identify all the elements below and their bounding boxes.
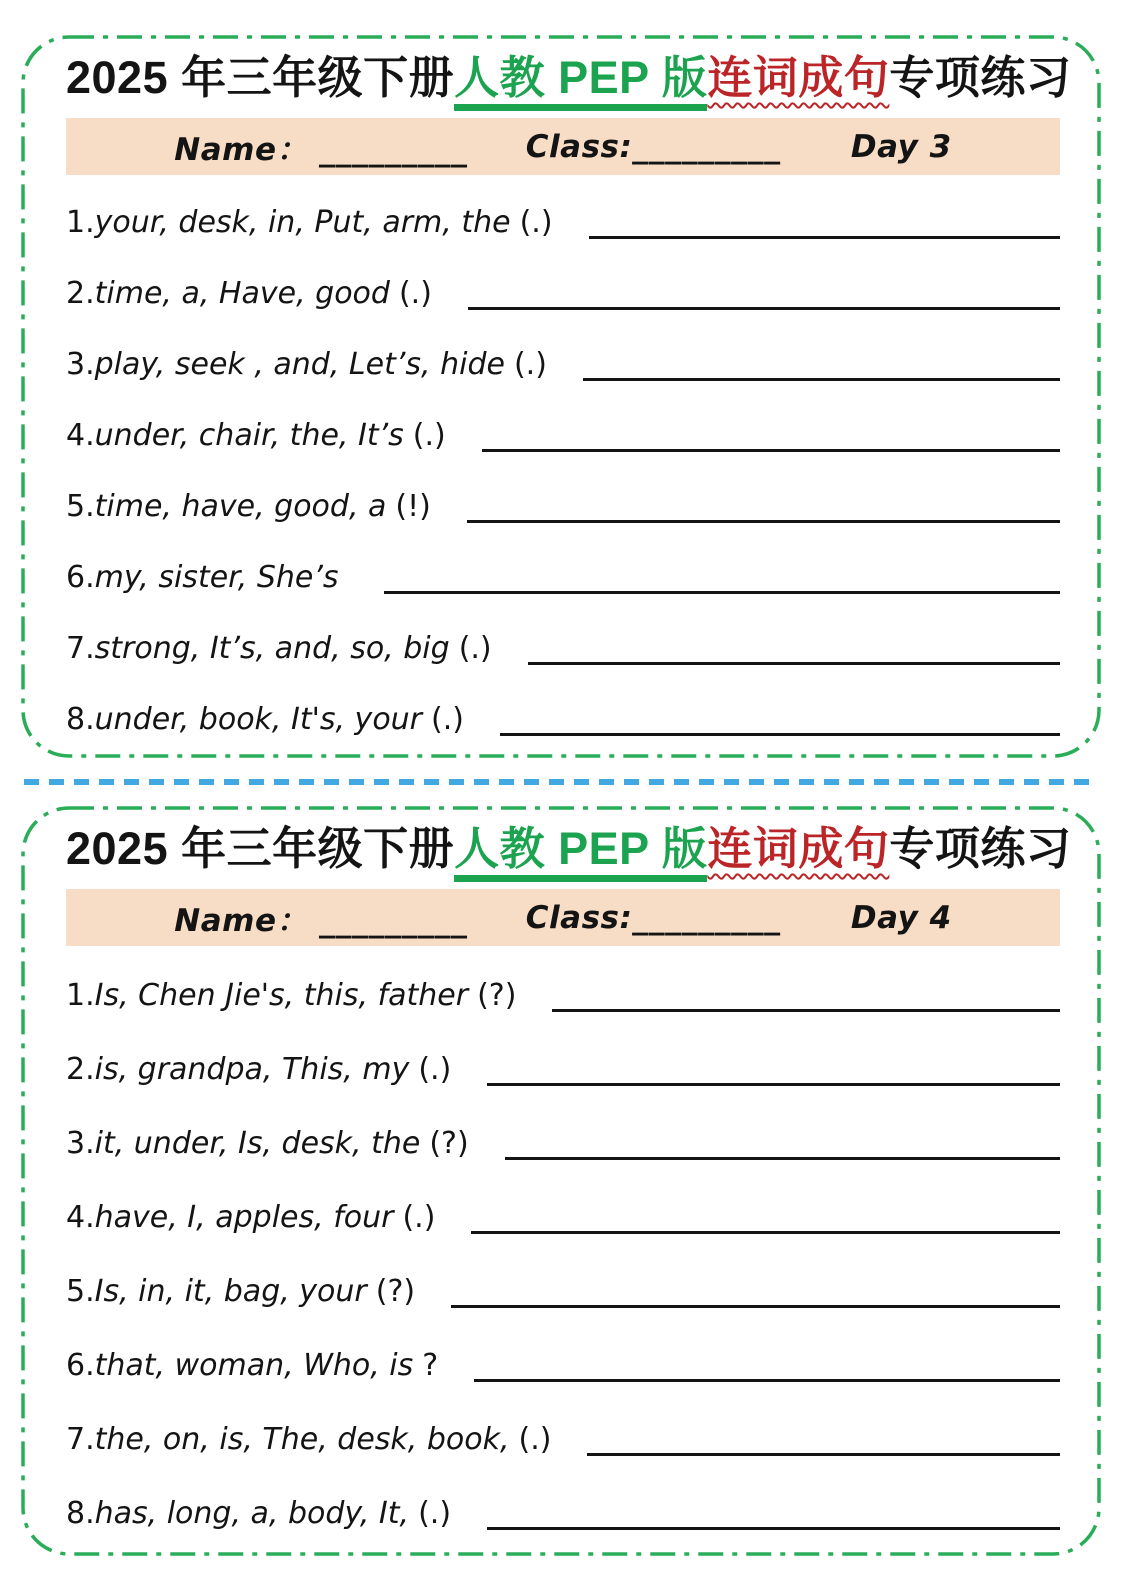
exercise-item bbox=[66, 1106, 1060, 1180]
item-words: is, grandpa, This, my bbox=[94, 1051, 410, 1087]
item-number: 6. bbox=[66, 560, 95, 595]
exercise-item bbox=[66, 613, 1060, 684]
exercise-item bbox=[66, 958, 1060, 1032]
item-punctuation: (.) bbox=[402, 1199, 436, 1235]
answer-blank-line bbox=[587, 1453, 1060, 1456]
name-field bbox=[174, 895, 468, 940]
title-topic-red: 连词成句 bbox=[707, 52, 890, 103]
class-blank: _________ bbox=[632, 128, 781, 165]
item-words: that, woman, Who, is bbox=[94, 1347, 414, 1383]
name-class-day-bar bbox=[66, 889, 1060, 946]
item-number: 3. bbox=[66, 347, 95, 382]
exercise-item bbox=[66, 1402, 1060, 1476]
answer-blank-line bbox=[384, 591, 1061, 594]
class-blank: _________ bbox=[632, 899, 781, 936]
item-words: under, book, It's, your bbox=[94, 702, 423, 737]
worksheet-title bbox=[66, 819, 1072, 879]
answer-blank-line bbox=[487, 1083, 1060, 1086]
answer-blank-line bbox=[471, 1231, 1060, 1234]
item-words: under, chair, the, It’s bbox=[94, 418, 404, 453]
answer-blank-line bbox=[474, 1379, 1060, 1382]
worksheet-title bbox=[66, 48, 1072, 108]
item-punctuation: (?) bbox=[375, 1273, 416, 1309]
item-punctuation: (?) bbox=[429, 1125, 469, 1161]
exercise-item bbox=[66, 1180, 1060, 1254]
item-words: strong, It’s, and, so, big bbox=[94, 631, 450, 666]
answer-blank-line bbox=[451, 1305, 1060, 1308]
answer-blank-line bbox=[552, 1009, 1060, 1012]
item-number: 5. bbox=[66, 1273, 95, 1309]
class-label: Class: bbox=[525, 899, 633, 936]
exercise-item bbox=[66, 471, 1060, 542]
item-punctuation: (.) bbox=[418, 1495, 452, 1531]
blue-dashed-divider bbox=[24, 779, 1098, 785]
title-edition-green: 人教 PEP 版 bbox=[454, 823, 707, 882]
exercise-item bbox=[66, 1032, 1060, 1106]
item-number: 4. bbox=[66, 418, 95, 453]
day-label: Day 3 bbox=[850, 128, 952, 165]
item-words: time, a, Have, good bbox=[94, 276, 390, 311]
item-number: 3. bbox=[66, 1125, 95, 1161]
answer-blank-line bbox=[528, 662, 1060, 665]
answer-blank-line bbox=[583, 378, 1060, 381]
item-words: time, have, good, a bbox=[94, 489, 387, 524]
title-practice-black: 专项练习 bbox=[889, 823, 1072, 874]
item-words: my, sister, She’s bbox=[94, 560, 339, 595]
exercise-item bbox=[66, 400, 1060, 471]
item-number: 7. bbox=[66, 631, 95, 666]
item-punctuation: (.) bbox=[398, 276, 432, 311]
item-number: 6. bbox=[66, 1347, 95, 1383]
item-words: play, seek , and, Let’s, hide bbox=[94, 347, 505, 382]
exercise-item bbox=[66, 1254, 1060, 1328]
answer-blank-line bbox=[467, 520, 1060, 523]
item-punctuation: (.) bbox=[518, 1421, 552, 1457]
title-year-grade: 2025 年三年级下册 bbox=[66, 823, 455, 874]
exercise-item bbox=[66, 1328, 1060, 1402]
item-number: 7. bbox=[66, 1421, 95, 1457]
title-topic-red: 连词成句 bbox=[707, 823, 890, 874]
item-number: 8. bbox=[66, 702, 95, 737]
item-punctuation: ? bbox=[422, 1347, 439, 1383]
item-punctuation: (?) bbox=[477, 977, 517, 1013]
worksheet-section-day4 bbox=[20, 805, 1102, 1557]
item-number: 8. bbox=[66, 1495, 95, 1531]
item-words: have, I, apples, four bbox=[94, 1199, 394, 1235]
name-blank: _________ bbox=[319, 903, 468, 939]
item-words: Is, Chen Jie's, this, father bbox=[94, 977, 469, 1013]
item-words: has, long, a, body, It, bbox=[94, 1495, 410, 1531]
exercise-list bbox=[66, 187, 1060, 755]
item-number: 1. bbox=[66, 205, 95, 240]
answer-blank-line bbox=[500, 733, 1060, 736]
item-punctuation: (!) bbox=[395, 489, 431, 524]
item-punctuation: (.) bbox=[412, 418, 446, 453]
item-number: 5. bbox=[66, 489, 95, 524]
answer-blank-line bbox=[487, 1527, 1060, 1530]
day-label: Day 4 bbox=[850, 899, 952, 936]
name-label: Name： bbox=[174, 132, 308, 168]
class-label: Class: bbox=[525, 128, 633, 165]
answer-blank-line bbox=[482, 449, 1060, 452]
title-edition-green: 人教 PEP 版 bbox=[454, 52, 707, 111]
name-class-day-bar bbox=[66, 118, 1060, 175]
title-year-grade: 2025 年三年级下册 bbox=[66, 52, 455, 103]
item-number: 4. bbox=[66, 1199, 95, 1235]
exercise-list bbox=[66, 958, 1060, 1550]
exercise-item bbox=[66, 329, 1060, 400]
item-punctuation: (.) bbox=[519, 205, 553, 240]
name-label: Name： bbox=[174, 903, 308, 939]
exercise-item bbox=[66, 187, 1060, 258]
item-words: Is, in, it, bag, your bbox=[94, 1273, 367, 1309]
name-blank: _________ bbox=[319, 132, 468, 168]
exercise-item bbox=[66, 684, 1060, 755]
title-practice-black: 专项练习 bbox=[889, 52, 1072, 103]
item-words: the, on, is, The, desk, book, bbox=[94, 1421, 510, 1457]
exercise-item bbox=[66, 258, 1060, 329]
class-field bbox=[526, 900, 781, 936]
answer-blank-line bbox=[468, 307, 1060, 310]
answer-blank-line bbox=[505, 1157, 1060, 1160]
exercise-item bbox=[66, 1476, 1060, 1550]
worksheet-section-day3 bbox=[20, 34, 1102, 759]
item-punctuation: (.) bbox=[513, 347, 547, 382]
class-field bbox=[526, 129, 781, 165]
item-punctuation: (.) bbox=[431, 702, 464, 737]
item-words: it, under, Is, desk, the bbox=[94, 1125, 421, 1161]
item-words: your, desk, in, Put, arm, the bbox=[94, 205, 511, 240]
name-field bbox=[174, 124, 468, 169]
item-punctuation: (.) bbox=[458, 631, 492, 666]
item-number: 2. bbox=[66, 1051, 95, 1087]
item-punctuation: (.) bbox=[418, 1051, 452, 1087]
item-number: 1. bbox=[66, 977, 95, 1013]
answer-blank-line bbox=[589, 236, 1060, 239]
exercise-item bbox=[66, 542, 1060, 613]
item-number: 2. bbox=[66, 276, 95, 311]
